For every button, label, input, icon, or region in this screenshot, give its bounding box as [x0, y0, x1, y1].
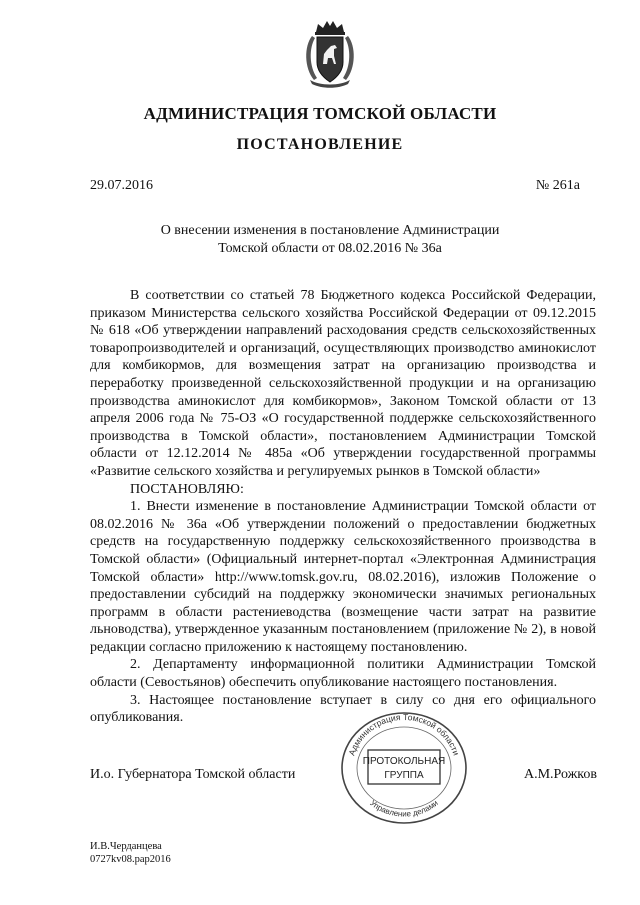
- signatory-name: А.М.Рожков: [523, 767, 597, 782]
- stamp-center-line: ПРОТОКОЛЬНАЯ: [362, 756, 446, 767]
- document-subject: [90, 222, 570, 258]
- stamp-bottom-text: Управление делами: [368, 798, 440, 819]
- stamp-outer-text: Администрация Томской области: [346, 711, 462, 757]
- executor-info: [90, 840, 171, 866]
- document-type: ПОСТАНОВЛЕНИЕ: [236, 136, 404, 153]
- item-paragraph: 3. Настоящее постановление вступает в силу со дня его официального опубликования.: [90, 692, 596, 726]
- preamble-paragraph: В соответствии со статьей 78 Бюджетного кодекса Российской Федерации, приказом Министерства сельского хозяйства Российской Федерации от 09.12.2015 № 618 «Об утверждении направлений расходования средств сельскохозяйственных товаропроизводителей и организаций, осуществляющих производство аминокислот для комбикормов, для возмещения затрат на организацию производства и переработку произведенной сельскохозяйственной продукции и на организацию производства аминокислот для комбикормов», Законом Томской области от 13 апреля 2006 года № 75-ОЗ «О государственной поддержке сельскохозяйственного производства в Томской области», постановлением Администрации Томской области от 12.12.2014 № 485а «Об утверждении государственной программы «Развитие сельского хозяйства и регулируемых рынков в Томской области»: [90, 288, 596, 479]
- subject-line: Томской области от 08.02.2016 № 36а: [218, 241, 442, 256]
- document-number: № 261а: [535, 178, 580, 193]
- official-stamp: [338, 708, 470, 824]
- stamp-center-line: ГРУППА: [384, 770, 424, 781]
- resolve-heading: ПОСТАНОВЛЯЮ:: [130, 481, 244, 497]
- document-date: 29.07.2016: [90, 178, 153, 193]
- organization-title: АДМИНИСТРАЦИЯ ТОМСКОЙ ОБЛАСТИ: [143, 104, 497, 123]
- executor-name: И.В.Черданцева: [90, 841, 162, 852]
- item-paragraph: 2. Департаменту информационной политики Администрации Томской области (Севостьянов) обеспечить опубликование настоящего постановления.: [90, 657, 596, 691]
- subject-line: О внесении изменения в постановление Администрации: [160, 223, 500, 238]
- document-body: [90, 287, 596, 727]
- item-paragraph: 1. Внести изменение в постановление Администрации Томской области от 08.02.2016 № 36а «Об утверждении положений о предоставлении бюджетных средств на государственную поддержку сельскохозяйственного производства в Томской области» (Официальный интернет-портал «Электронная Администрация Томской области» http://www.tomsk.gov.ru, 08.02.2016), изложив Положение о предоставлении субсидий на поддержку экономически значимых региональных программ в области растениеводства (возмещение части затрат на развитие льноводства), утвержденное указанным постановлением (приложение № 2), в новой редакции согласно приложению к настоящему постановлению.: [90, 499, 596, 655]
- tomsk-coat-of-arms-icon: [300, 18, 360, 90]
- file-code: 0727kv08.pap2016: [90, 854, 171, 865]
- signatory-title: И.о. Губернатора Томской области: [90, 767, 296, 782]
